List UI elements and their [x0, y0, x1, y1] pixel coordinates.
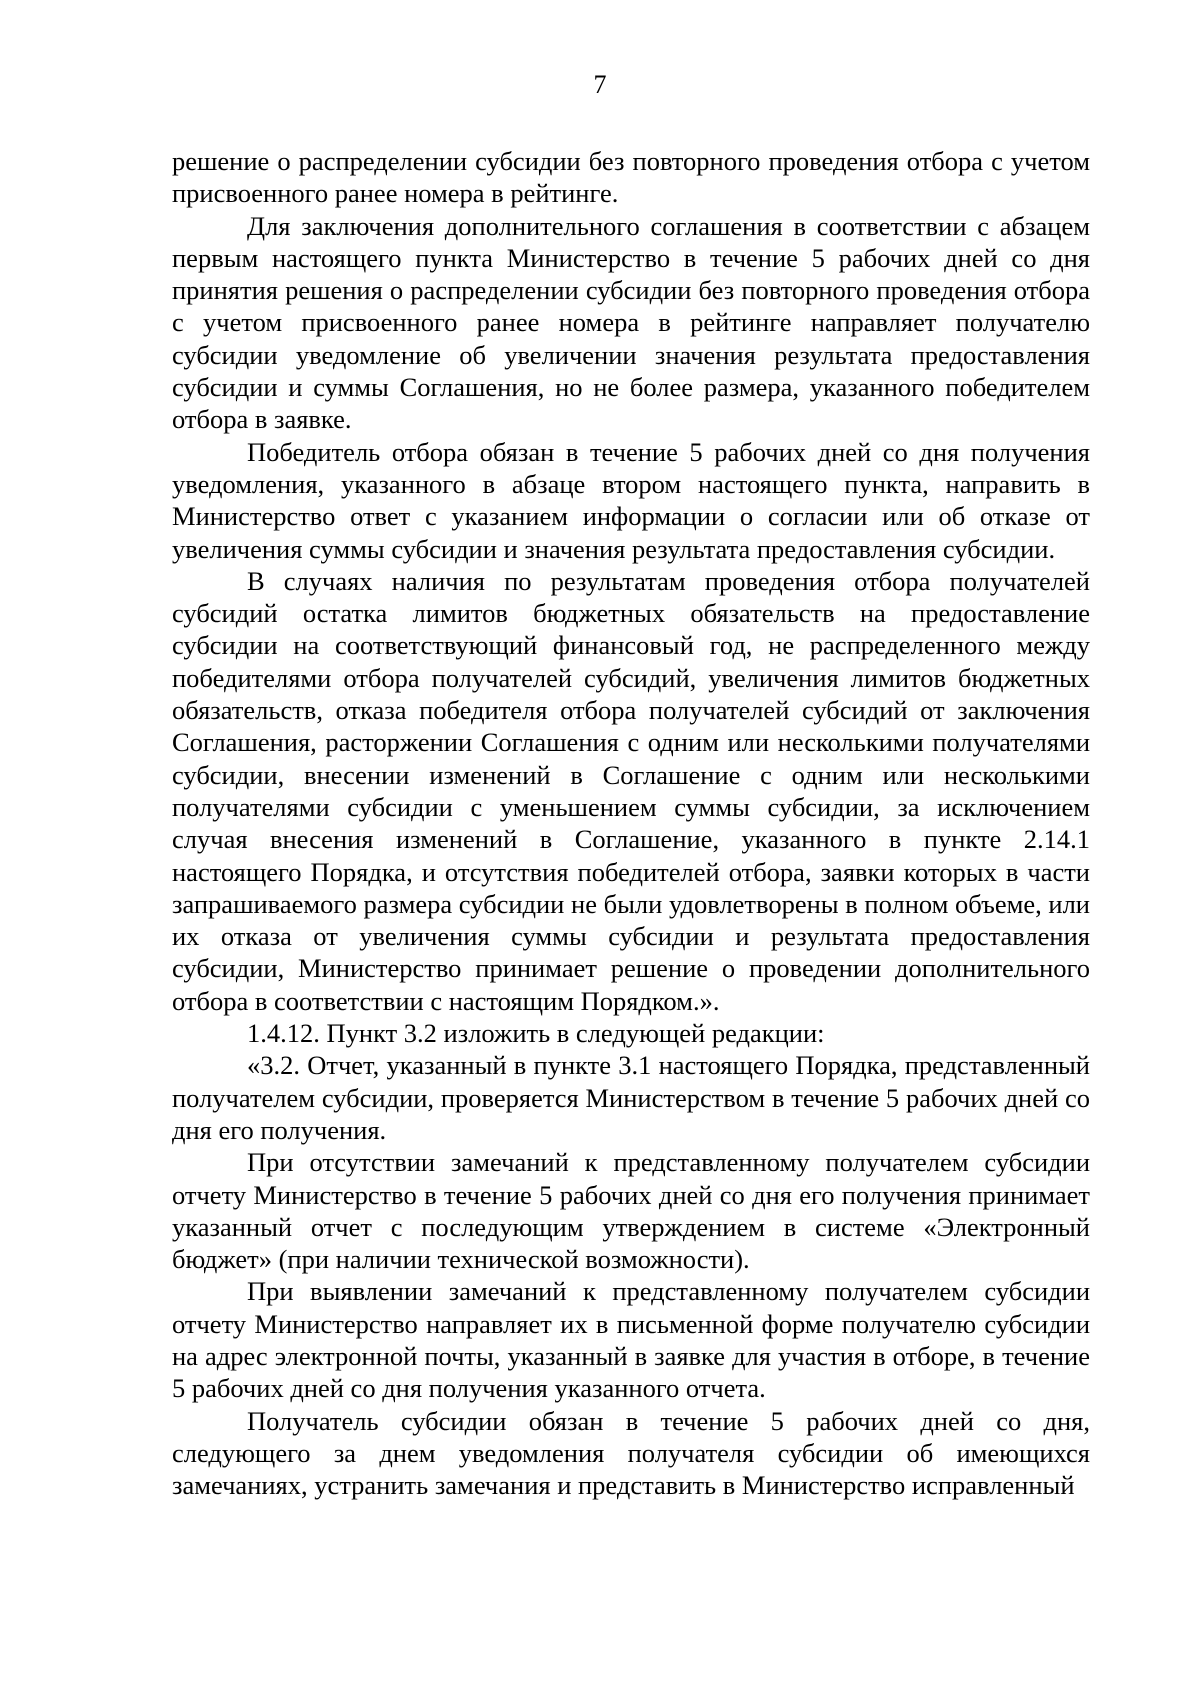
document-body	[172, 145, 1090, 1501]
paragraph: «3.2. Отчет, указанный в пункте 3.1 настоящего Порядка, представленный получателем субсидии, проверяется Министерством в течение 5 рабочих дней со дня его получения.	[172, 1050, 1090, 1145]
paragraph: При отсутствии замечаний к представленному получателем субсидии отчету Министерство в течение 5 рабочих дней со дня его получения принимает указанный отчет с последующим утверждением в системе «Электронный бюджет» (при наличии технической возможности).	[172, 1147, 1090, 1275]
paragraph: 1.4.12. Пункт 3.2 изложить в следующей редакции:	[247, 1018, 825, 1049]
page-number: 7	[593, 70, 607, 99]
paragraph: При выявлении замечаний к представленному получателем субсидии отчету Министерство направляет их в письменной форме получателю субсидии на адрес электронной почты, указанный в заявке для участия в отборе, в течение 5 рабочих дней со дня получения указанного отчета.	[172, 1276, 1090, 1404]
paragraph-continuation: решение о распределении субсидии без повторного проведения отбора с учетом присвоенного ранее номера в рейтинге.	[172, 146, 1090, 209]
paragraph: Для заключения дополнительного соглашения в соответствии с абзацем первым настоящего пункта Министерство в течение 5 рабочих дней со дня принятия решения о распределении субсидии без повторного проведения отбора с учетом присвоенного ранее номера в рейтинге направляет получателю субсидии уведомление об увеличении значения результата предоставления субсидии и суммы Соглашения, но не более размера, указанного победителем отбора в заявке.	[172, 210, 1090, 435]
paragraph: Получатель субсидии обязан в течение 5 рабочих дней со дня, следующего за днем уведомления получателя субсидии об имеющихся замечаниях, устранить замечания и представить в Министерство исправленный	[172, 1405, 1090, 1501]
paragraph: В случаях наличия по результатам проведения отбора получателей субсидий остатка лимитов бюджетных обязательств на предоставление субсидии на соответствующий финансовый год, не распределенного между победителями отбора получателей субсидий, увеличения лимитов бюджетных обязательств, отказа победителя отбора получателей субсидий от заключения Соглашения, расторжении Соглашения с одним или несколькими получателями субсидии, внесении изменений в Соглашение с одним или несколькими получателями субсидии с уменьшением суммы субсидии, за исключением случая внесения изменений в Соглашение, указанного в пункте 2.14.1 настоящего Порядка, и отсутствия победителей отбора, заявки которых в части запрашиваемого размера субсидии не были удовлетворены в полном объеме, или их отказа от увеличения суммы субсидии и результата предоставления субсидии, Министерство принимает решение о проведении дополнительного отбора в соответствии с настоящим Порядком.».	[172, 565, 1090, 1016]
paragraph: Победитель отбора обязан в течение 5 рабочих дней со дня получения уведомления, указанного в абзаце втором настоящего пункта, направить в Министерство ответ с указанием информации о согласии или об отказе от увеличения суммы субсидии и значения результата предоставления субсидии.	[172, 436, 1090, 564]
